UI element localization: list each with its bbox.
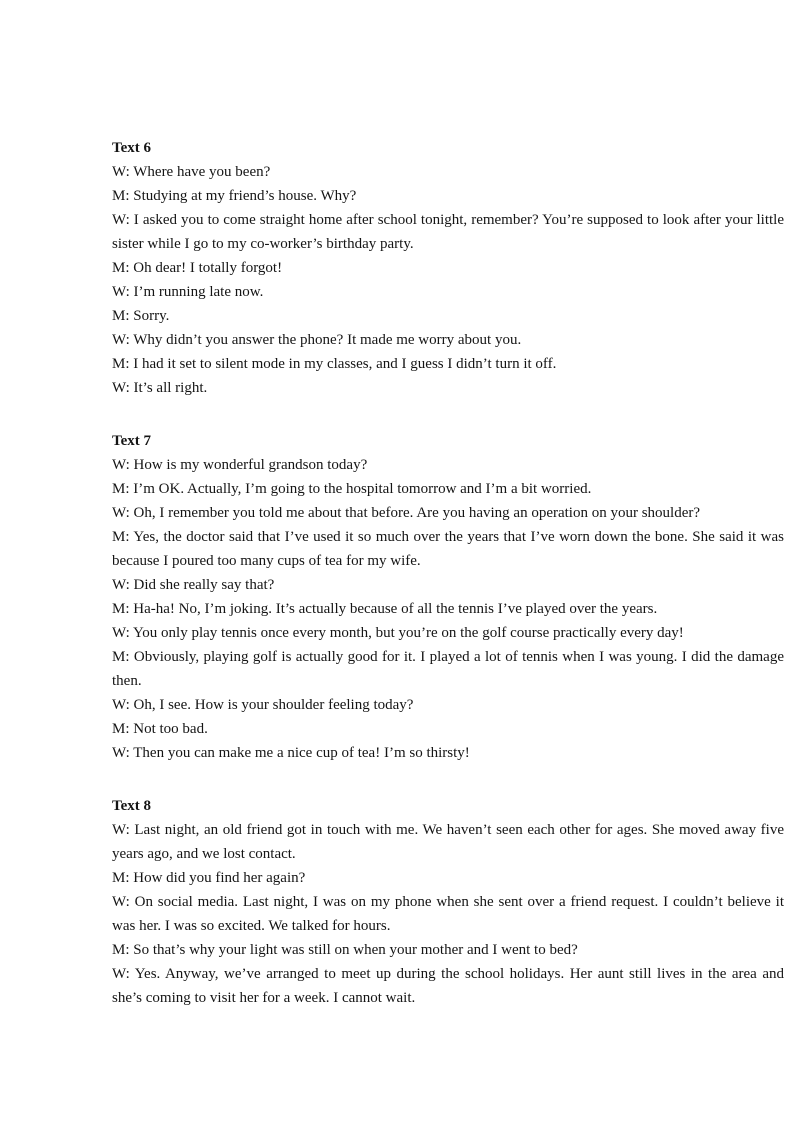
- dialogue-line: W: Oh, I remember you told me about that before. Are you having an operation on your shoulder?: [112, 505, 701, 521]
- section-title: Text 8: [112, 798, 152, 814]
- dialogue-line: M: So that’s why your light was still on when your mother and I went to bed?: [112, 942, 578, 958]
- dialogue-line: W: It’s all right.: [112, 380, 208, 396]
- dialogue-line: W: Yes. Anyway, we’ve arranged to meet up during the school holidays. Her aunt still lives in the area and she’s coming to visit her for a week. I cannot wait.: [112, 966, 784, 1006]
- section-title: Text 7: [112, 433, 152, 449]
- dialogue-line: M: Not too bad.: [112, 721, 208, 737]
- dialogue-line: M: Obviously, playing golf is actually good for it. I played a lot of tennis when I was young. I did the damage then.: [112, 649, 784, 689]
- dialogue-line: W: On social media. Last night, I was on my phone when she sent over a friend request. I couldn’t believe it was her. I was so excited. We talked for hours.: [112, 894, 784, 934]
- dialogue-line: W: I’m running late now.: [112, 284, 264, 300]
- dialogue-line: W: I asked you to come straight home after school tonight, remember? You’re supposed to look after your little sister while I go to my co-worker’s birthday party.: [112, 212, 784, 252]
- dialogue-line: W: Where have you been?: [112, 164, 271, 180]
- transcript-page: [112, 136, 784, 1039]
- dialogue-line: W: Did she really say that?: [112, 577, 275, 593]
- dialogue-line: M: Ha-ha! No, I’m joking. It’s actually because of all the tennis I’ve played over the years.: [112, 601, 658, 617]
- section-text-7: [112, 429, 784, 765]
- dialogue-line: W: You only play tennis once every month, but you’re on the golf course practically every day!: [112, 625, 684, 641]
- dialogue-line: M: I’m OK. Actually, I’m going to the hospital tomorrow and I’m a bit worried.: [112, 481, 592, 497]
- dialogue-line: M: Sorry.: [112, 308, 170, 324]
- dialogue-line: W: Then you can make me a nice cup of tea! I’m so thirsty!: [112, 745, 470, 761]
- dialogue-line: W: Why didn’t you answer the phone? It made me worry about you.: [112, 332, 522, 348]
- dialogue-line: W: Last night, an old friend got in touch with me. We haven’t seen each other for ages. She moved away five years ago, and we lost contact.: [112, 822, 784, 862]
- dialogue-line: M: Oh dear! I totally forgot!: [112, 260, 283, 276]
- dialogue-line: W: Oh, I see. How is your shoulder feeling today?: [112, 697, 414, 713]
- section-title: Text 6: [112, 140, 152, 156]
- section-text-6: [112, 136, 784, 400]
- dialogue-line: W: How is my wonderful grandson today?: [112, 457, 368, 473]
- section-text-8: [112, 794, 784, 1010]
- dialogue-line: M: I had it set to silent mode in my classes, and I guess I didn’t turn it off.: [112, 356, 557, 372]
- dialogue-line: M: Yes, the doctor said that I’ve used it so much over the years that I’ve worn down the bone. She said it was because I poured too many cups of tea for my wife.: [112, 529, 784, 569]
- dialogue-line: M: How did you find her again?: [112, 870, 306, 886]
- dialogue-line: M: Studying at my friend’s house. Why?: [112, 188, 357, 204]
